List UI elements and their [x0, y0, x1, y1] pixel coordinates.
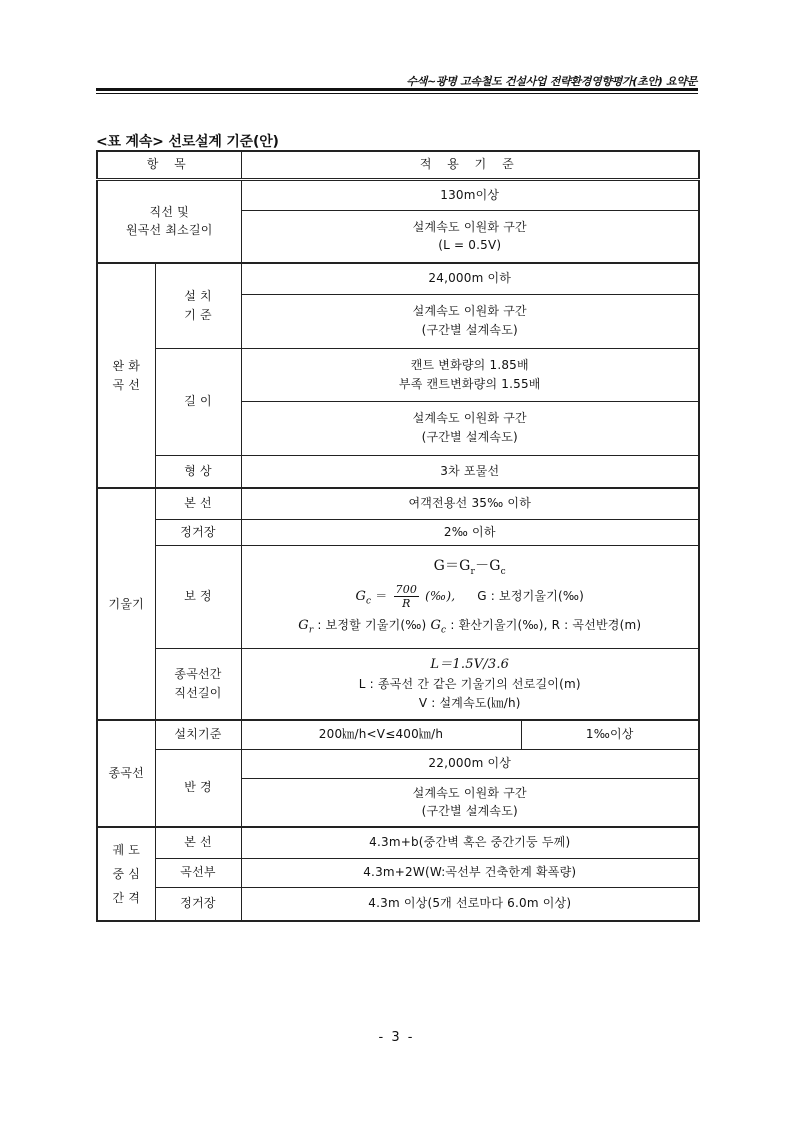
document-title: 수색~광명 고속철도 건설사업 전략환경영향평가(초안) 요약문	[406, 75, 697, 88]
transition-group-label: 완 화 곡 선	[97, 263, 155, 488]
header-rule-thin	[96, 93, 698, 94]
transition-length-criterion-1: 캔트 변화량의 1.85배 부족 캔트변화량의 1.55배	[241, 348, 699, 401]
gradient-group-label: 기울기	[97, 488, 155, 720]
correction-formula-1: $G=G_r-G_c$	[433, 557, 506, 577]
straight-label: 직선 및 원곡선 최소길이	[97, 179, 241, 263]
gradient-correction-label: 보 정	[155, 545, 241, 648]
gradient-correction-criterion	[241, 545, 699, 648]
table-row	[97, 488, 699, 519]
table-caption: <표 계속> 선로설계 기준(안)	[96, 134, 279, 150]
transition-length-label: 길 이	[155, 348, 241, 455]
table-header-row	[97, 151, 699, 179]
table-row	[97, 858, 699, 887]
table-row	[97, 749, 699, 778]
table-row	[97, 519, 699, 545]
header-criteria: 적 용 기 준	[241, 151, 699, 179]
gradient-station-label: 정거장	[155, 519, 241, 545]
table-row	[97, 263, 699, 294]
correction-formula-2: $G_c$ ＝ $\frac{700}{R}$ (‰), G : 보정기울기(‰)	[355, 582, 585, 610]
vertical-curve-radius-criterion-2: 설계속도 이원화 구간 (구간별 설계속도)	[241, 778, 699, 827]
table-row	[97, 827, 699, 858]
table-row	[97, 648, 699, 720]
track-spacing-curve-criterion: 4.3m+2W(W:곡선부 건축한계 확폭량)	[241, 858, 699, 887]
vertical-curve-radius-criterion-1: 22,000m 이상	[241, 749, 699, 778]
correction-formula-3: $G_r$ : 보정할 기울기(‰) $G_c$ : 환산기울기(‰), R : 곡선반경(m)	[298, 618, 642, 636]
transition-install-criterion-2: 설계속도 이원화 구간 (구간별 설계속도)	[241, 294, 699, 348]
transition-shape-label: 형 상	[155, 455, 241, 488]
header-item: 항 목	[97, 151, 241, 179]
track-spacing-group-label: 궤 도 중 심 간 격	[97, 827, 155, 921]
table-row	[97, 545, 699, 648]
gradient-mainline-label: 본 선	[155, 488, 241, 519]
gradient-vertical-straight-label: 종곡선간 직선길이	[155, 648, 241, 720]
table-row	[97, 720, 699, 749]
straight-criterion-1: 130m이상	[241, 179, 699, 210]
table-row	[97, 348, 699, 401]
vertical-curve-install-value: 1‰이상	[521, 720, 699, 749]
correction-fraction: $\frac{700}{R}$	[395, 582, 418, 610]
track-spacing-mainline-criterion: 4.3m+b(중간벽 혹은 중간기둥 두께)	[241, 827, 699, 858]
header-rule-thick	[96, 88, 698, 91]
transition-shape-criterion: 3차 포물선	[241, 455, 699, 488]
vertical-curve-install-condition: 200㎞/h<V≤400㎞/h	[241, 720, 521, 749]
transition-install-label: 설 치 기 준	[155, 263, 241, 348]
vertical-curve-radius-label: 반 경	[155, 749, 241, 827]
track-design-criteria-table	[96, 150, 700, 922]
table-row	[97, 179, 699, 210]
table-row	[97, 887, 699, 921]
vertical-curve-group-label: 종곡선	[97, 720, 155, 827]
straight-criterion-2: 설계속도 이원화 구간 (L = 0.5V)	[241, 210, 699, 263]
transition-install-criterion-1: 24,000m 이하	[241, 263, 699, 294]
gradient-vertical-straight-criterion: L＝1.5V/3.6 L : 종곡선 간 같은 기울기의 선로길이(m) V : 설계속도(㎞/h)	[241, 648, 699, 720]
transition-length-criterion-2: 설계속도 이원화 구간 (구간별 설계속도)	[241, 401, 699, 455]
track-spacing-mainline-label: 본 선	[155, 827, 241, 858]
track-spacing-station-criterion: 4.3m 이상(5개 선로마다 6.0m 이상)	[241, 887, 699, 921]
gradient-station-criterion: 2‰ 이하	[241, 519, 699, 545]
vertical-curve-install-label: 설치기준	[155, 720, 241, 749]
table-row	[97, 455, 699, 488]
track-spacing-station-label: 정거장	[155, 887, 241, 921]
gradient-mainline-criterion: 여객전용선 35‰ 이하	[241, 488, 699, 519]
track-spacing-curve-label: 곡선부	[155, 858, 241, 887]
page-number: - 3 -	[378, 1030, 415, 1045]
